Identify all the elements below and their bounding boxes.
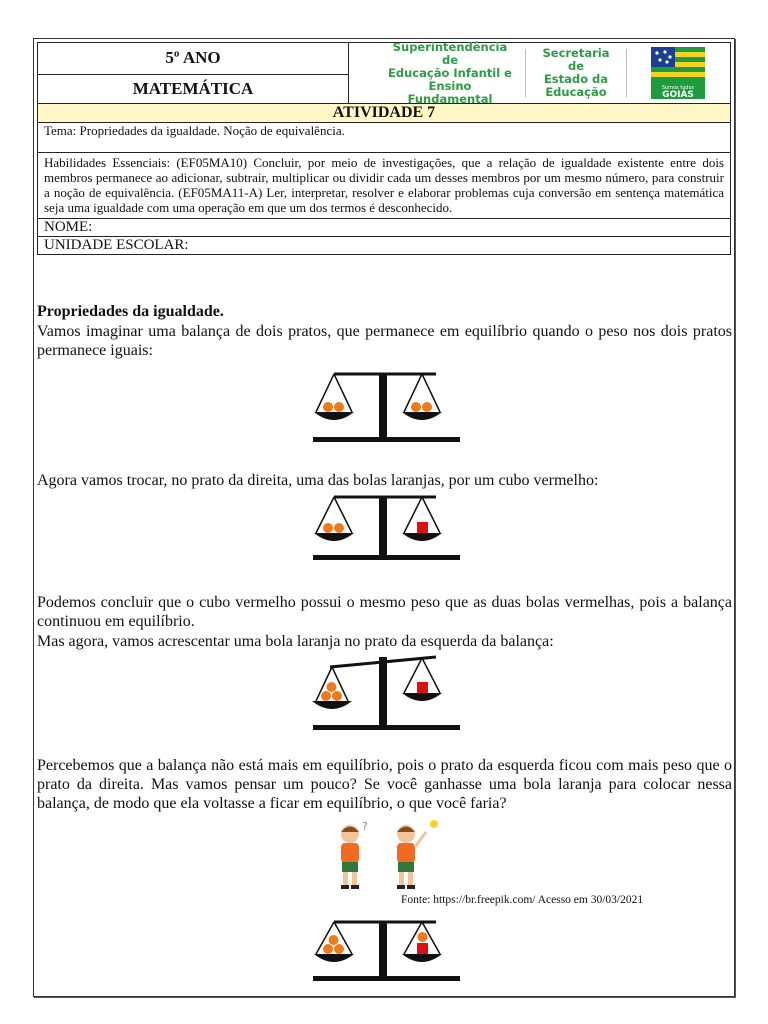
escola-field[interactable]: UNIDADE ESCOLAR: bbox=[38, 237, 731, 255]
thinking-kids-illustration bbox=[328, 818, 444, 894]
balance-figure-4 bbox=[310, 918, 460, 984]
paragraph-5: Percebemos que a balança não está mais em equilíbrio, pois o prato da esquerda ficou com mais peso que o prato da direita. Mas vamos pensar um pouco? Se você ganhasse uma bola laranja para colocar nessa balança, de modo que ela voltasse a ficar em equilíbrio, o que você faria? bbox=[37, 757, 732, 812]
logo-goias-tag: Somos todos bbox=[661, 85, 695, 91]
tema-row: Tema: Propriedades da igualdade. Noção de equivalência. bbox=[38, 123, 731, 153]
orange-ball bbox=[418, 932, 428, 942]
section-title: Propriedades da igualdade. bbox=[37, 303, 224, 320]
logo-divider bbox=[525, 49, 526, 97]
orange-ball bbox=[323, 402, 333, 412]
paragraph-2: Agora vamos trocar, no prato da direita, uma das bolas laranjas, por um cubo vermelho: bbox=[37, 472, 599, 489]
habilidades-row: Habilidades Essenciais: (EF05MA10) Concluir, por meio de investigações, que a relação de igualdade existente entre dois membros permanece ao adicionar, subtrair, multiplicar ou dividir cada um desses membros por um mesmo número, para construir a noção de equivalência. (EF05MA11-A) Ler, interpretar, resolver e elaborar problemas cuja conversão em sentença matemática seja uma igualdade com uma operação em que um dos termos é desconhecido. bbox=[38, 153, 731, 219]
paragraph-1: Vamos imaginar uma balança de dois pratos, que permanece em equilíbrio quando o peso nos dois pratos permanece iguais: bbox=[37, 323, 732, 359]
orange-ball bbox=[323, 944, 333, 954]
red-cube bbox=[417, 682, 428, 693]
red-cube bbox=[417, 943, 428, 954]
orange-ball bbox=[334, 944, 344, 954]
logo-goias-text: GOIÁS bbox=[662, 90, 694, 99]
lightbulb-icon bbox=[430, 820, 438, 828]
subject-cell: MATEMÁTICA bbox=[38, 74, 349, 103]
orange-ball bbox=[332, 691, 342, 701]
paragraph-4: Mas agora, vamos acrescentar uma bola laranja no prato da esquerda da balança: bbox=[37, 633, 554, 650]
orange-ball bbox=[334, 523, 344, 533]
balance-figure-2 bbox=[310, 493, 460, 563]
header-table bbox=[37, 39, 731, 255]
red-cube bbox=[417, 522, 428, 533]
logos-cell bbox=[349, 39, 731, 106]
balance-figure-3 bbox=[310, 655, 460, 733]
orange-ball bbox=[411, 402, 421, 412]
orange-ball bbox=[327, 682, 337, 692]
activity-title: ATIVIDADE 7 bbox=[38, 104, 731, 123]
nome-field[interactable]: NOME: bbox=[38, 219, 731, 237]
orange-ball bbox=[329, 935, 339, 945]
image-source: Fonte: https://br.freepik.com/ Acesso em 30/03/2021 bbox=[401, 894, 644, 906]
orange-ball bbox=[321, 691, 331, 701]
logo-secretaria: Secretaria de Estado da Educação bbox=[542, 46, 610, 99]
logo-divider bbox=[626, 49, 627, 97]
goias-flag-logo bbox=[651, 47, 705, 99]
orange-ball bbox=[334, 402, 344, 412]
balance-figure-1 bbox=[310, 370, 460, 445]
logo-superintendencia: Superintendência de Educação Infantil e Ensino Fundamental bbox=[388, 39, 512, 106]
orange-ball bbox=[422, 402, 432, 412]
paragraph-3: Podemos concluir que o cubo vermelho possui o mesmo peso que as duas bolas vermelhas, pois a balança continuou em equilíbrio. bbox=[37, 594, 732, 630]
orange-ball bbox=[323, 523, 333, 533]
grade-cell: 5º ANO bbox=[38, 43, 349, 75]
question-mark-icon: ? bbox=[362, 820, 368, 833]
